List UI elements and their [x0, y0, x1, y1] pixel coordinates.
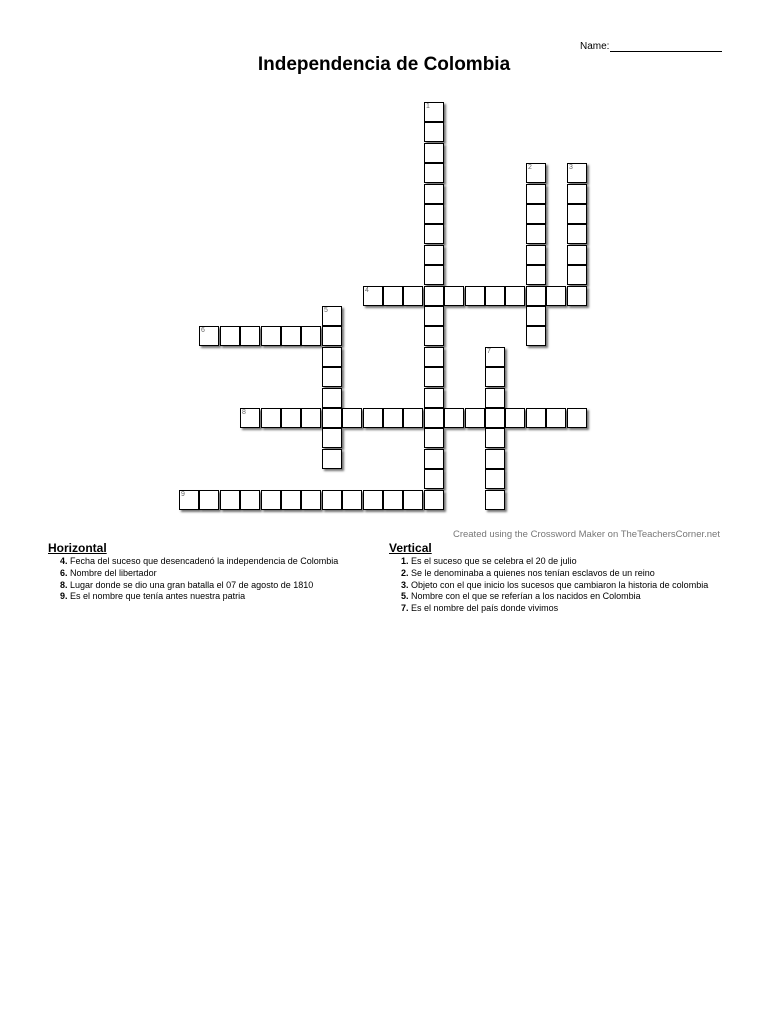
crossword-cell[interactable]	[363, 408, 383, 428]
clue-item	[389, 568, 709, 580]
crossword-cell[interactable]	[444, 408, 464, 428]
crossword-cell[interactable]	[526, 306, 546, 326]
crossword-cell[interactable]	[199, 326, 219, 346]
crossword-cell[interactable]	[424, 490, 444, 510]
clue-text: Objeto con el que inicio los sucesos que cambiaron la historia de colombia	[411, 579, 709, 590]
crossword-cell[interactable]	[485, 469, 505, 489]
clue-text: Fecha del suceso que desencadenó la independencia de Colombia	[70, 556, 339, 566]
clue-text: Nombre con el que se referían a los nacidos en Colombia	[411, 591, 641, 602]
crossword-cell[interactable]	[383, 286, 403, 306]
crossword-cell[interactable]	[424, 122, 444, 142]
crossword-cell[interactable]	[424, 245, 444, 265]
clue-number: 8.	[60, 579, 68, 590]
crossword-cell[interactable]	[424, 428, 444, 448]
clue-text: Nombre del libertador	[70, 567, 157, 578]
cell-number: 4	[365, 287, 369, 294]
crossword-cell[interactable]	[546, 286, 566, 306]
clue-number: 9.	[60, 591, 68, 602]
crossword-cell[interactable]	[526, 326, 546, 346]
crossword-cell[interactable]	[505, 286, 525, 306]
clue-number: 7.	[401, 603, 409, 614]
page-title: Independencia de Colombia	[257, 54, 511, 75]
clue-number: 5.	[401, 591, 409, 602]
crossword-cell[interactable]	[199, 490, 219, 510]
crossword-cell[interactable]	[301, 490, 321, 510]
crossword-cell[interactable]	[240, 490, 260, 510]
cell-number: 6	[201, 327, 205, 334]
crossword-cell[interactable]	[424, 204, 444, 224]
crossword-cell[interactable]	[424, 184, 444, 204]
crossword-cell[interactable]	[465, 408, 485, 428]
crossword-cell[interactable]	[322, 490, 342, 510]
vertical-clues-title: Vertical	[389, 541, 432, 555]
crossword-cell[interactable]	[485, 286, 505, 306]
clue-item	[48, 591, 388, 603]
clue-number: 1.	[401, 556, 409, 566]
clue-item	[389, 591, 709, 603]
crossword-cell[interactable]	[301, 326, 321, 346]
clue-item	[389, 556, 709, 568]
crossword-cell[interactable]	[424, 143, 444, 163]
clue-number: 2.	[401, 567, 409, 578]
crossword-cell[interactable]	[342, 408, 362, 428]
crossword-cell[interactable]	[567, 224, 587, 244]
horizontal-clues-title: Horizontal	[48, 541, 107, 555]
crossword-cell[interactable]	[424, 102, 444, 122]
credit-text: Created using the Crossword Maker on TheTeachersCorner.net	[452, 529, 720, 540]
crossword-cell[interactable]	[424, 326, 444, 346]
crossword-cell[interactable]	[322, 408, 342, 428]
crossword-cell[interactable]	[424, 265, 444, 285]
crossword-cell[interactable]	[465, 286, 485, 306]
crossword-cell[interactable]	[567, 286, 587, 306]
crossword-cell[interactable]	[383, 490, 403, 510]
clue-item	[48, 580, 388, 592]
clue-text: Es el suceso que se celebra el 20 de julio	[411, 556, 577, 566]
crossword-cell[interactable]	[526, 286, 546, 306]
crossword-cell[interactable]	[322, 326, 342, 346]
clue-number: 4.	[60, 556, 68, 566]
crossword-cell[interactable]	[424, 367, 444, 387]
crossword-cell[interactable]	[424, 163, 444, 183]
crossword-cell[interactable]	[281, 326, 301, 346]
crossword-cell[interactable]	[567, 163, 587, 183]
cell-number: 8	[242, 409, 246, 416]
crossword-cell[interactable]	[485, 408, 505, 428]
horizontal-clues	[48, 541, 388, 603]
crossword-cell[interactable]	[485, 490, 505, 510]
crossword-cell[interactable]	[567, 184, 587, 204]
crossword-cell[interactable]	[220, 326, 240, 346]
crossword-cell[interactable]	[363, 490, 383, 510]
crossword-cell[interactable]	[567, 204, 587, 224]
name-label: Name:	[580, 41, 610, 52]
cell-number: 3	[569, 164, 573, 171]
crossword-cell[interactable]	[485, 347, 505, 367]
crossword-cell[interactable]	[322, 449, 342, 469]
crossword-cell[interactable]	[546, 408, 566, 428]
crossword-cell[interactable]	[526, 265, 546, 285]
clue-item	[389, 603, 709, 615]
clue-text: Se le denominaba a quienes nos tenían esclavos de un reino	[411, 567, 655, 578]
crossword-cell[interactable]	[403, 490, 423, 510]
crossword-cell[interactable]	[526, 204, 546, 224]
crossword-cell[interactable]	[403, 408, 423, 428]
crossword-cell[interactable]	[240, 408, 260, 428]
crossword-cell[interactable]	[424, 224, 444, 244]
crossword-cell[interactable]	[179, 490, 199, 510]
crossword-cell[interactable]	[281, 408, 301, 428]
clue-number: 6.	[60, 567, 68, 578]
clue-item	[48, 568, 388, 580]
crossword-cell[interactable]	[240, 326, 260, 346]
crossword-cell[interactable]	[383, 408, 403, 428]
crossword-cell[interactable]	[526, 163, 546, 183]
crossword-cell[interactable]	[261, 408, 281, 428]
crossword-cell[interactable]	[526, 224, 546, 244]
clue-item	[389, 580, 709, 592]
cell-number: 1	[426, 103, 430, 110]
crossword-cell[interactable]	[526, 245, 546, 265]
crossword-cell[interactable]	[444, 286, 464, 306]
crossword-cell[interactable]	[322, 306, 342, 326]
crossword-cell[interactable]	[403, 286, 423, 306]
crossword-cell[interactable]	[424, 347, 444, 367]
cell-number: 2	[528, 164, 532, 171]
crossword-cell[interactable]	[322, 428, 342, 448]
clue-text: Es el nombre que tenía antes nuestra patria	[70, 591, 246, 602]
crossword-cell[interactable]	[424, 469, 444, 489]
crossword-cell[interactable]	[485, 388, 505, 408]
crossword-cell[interactable]	[485, 428, 505, 448]
crossword-cell[interactable]	[261, 490, 281, 510]
crossword-cell[interactable]	[342, 490, 362, 510]
crossword-cell[interactable]	[567, 408, 587, 428]
crossword-cell[interactable]	[322, 367, 342, 387]
cell-number: 5	[324, 307, 328, 314]
crossword-cell[interactable]	[424, 408, 444, 428]
crossword-cell[interactable]	[505, 408, 525, 428]
crossword-cell[interactable]	[567, 265, 587, 285]
clue-text: Es el nombre del país donde vivimos	[411, 603, 559, 614]
cell-number: 9	[181, 491, 185, 498]
crossword-cell[interactable]	[424, 388, 444, 408]
crossword-cell[interactable]	[363, 286, 383, 306]
vertical-clues	[389, 541, 709, 615]
crossword-cell[interactable]	[526, 408, 546, 428]
crossword-cell[interactable]	[261, 326, 281, 346]
crossword-cell[interactable]	[322, 347, 342, 367]
crossword-cell[interactable]	[424, 449, 444, 469]
crossword-cell[interactable]	[424, 286, 444, 306]
crossword-cell[interactable]	[485, 367, 505, 387]
crossword-cell[interactable]	[301, 408, 321, 428]
cell-number: 7	[487, 348, 491, 355]
clue-text: Lugar donde se dio una gran batalla el 07 de agosto de 1810	[70, 579, 314, 590]
crossword-cell[interactable]	[322, 388, 342, 408]
crossword-cell[interactable]	[220, 490, 240, 510]
crossword-cell[interactable]	[281, 490, 301, 510]
crossword-cell[interactable]	[424, 306, 444, 326]
clue-item	[48, 556, 388, 568]
crossword-cell[interactable]	[567, 245, 587, 265]
crossword-cell[interactable]	[485, 449, 505, 469]
crossword-cell[interactable]	[526, 184, 546, 204]
clue-number: 3.	[401, 579, 409, 590]
